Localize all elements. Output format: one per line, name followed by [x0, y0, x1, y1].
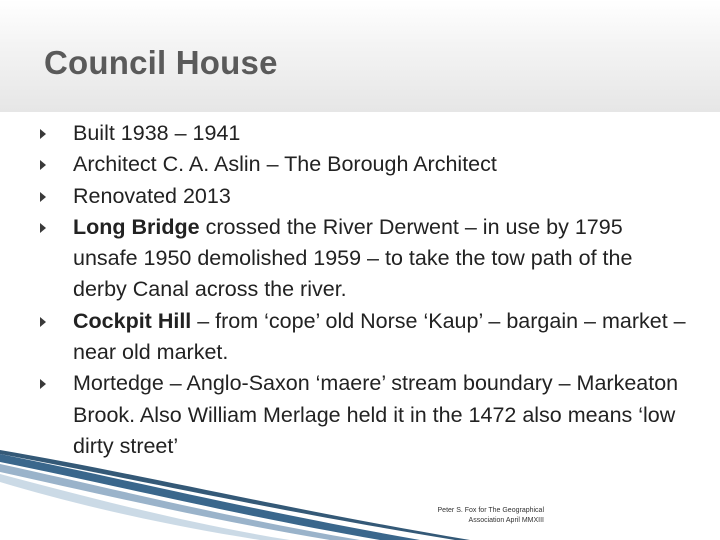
bullet-arrow-icon	[40, 160, 46, 170]
bullet-arrow-icon	[40, 129, 46, 139]
bullet-arrow-icon	[40, 192, 46, 202]
bullet-bold-text: Cockpit Hill	[73, 308, 192, 333]
footer-line: Peter S. Fox for The Geographical	[437, 507, 544, 514]
bullet-text: – from ‘cope’ old Norse ‘Kaup’ – bargain – market – near old market.	[73, 308, 686, 365]
footer-credit	[384, 506, 544, 526]
bullet-item	[40, 118, 690, 149]
bullet-arrow-icon	[40, 379, 46, 389]
slide-title: Council House	[44, 44, 278, 81]
bullet-item	[40, 306, 690, 369]
bullet-item	[40, 149, 690, 180]
bullet-text: Mortedge – Anglo-Saxon ‘maere’ stream boundary – Markeaton Brook. Also William Merlage held it in the 1472 also means ‘low dirty street’	[73, 371, 679, 458]
bullet-text: crossed the River Derwent – in use by 1795 unsafe 1950 demolished 1959 – to take the tow path of the derby Canal across the river.	[73, 214, 633, 302]
bullet-text: Renovated 2013	[73, 183, 231, 208]
bullet-text: Architect C. A. Aslin – The Borough Architect	[73, 152, 497, 177]
bullet-list	[40, 118, 690, 462]
bullet-item	[40, 181, 690, 212]
bullet-arrow-icon	[40, 223, 46, 233]
bullet-arrow-icon	[40, 317, 46, 327]
footer-line: Association April MMXIII	[468, 517, 544, 524]
bullet-bold-text: Long Bridge	[73, 214, 200, 239]
bullet-item	[40, 212, 690, 306]
decorative-swoosh	[0, 448, 720, 540]
bullet-text: Built 1938 – 1941	[73, 121, 241, 145]
